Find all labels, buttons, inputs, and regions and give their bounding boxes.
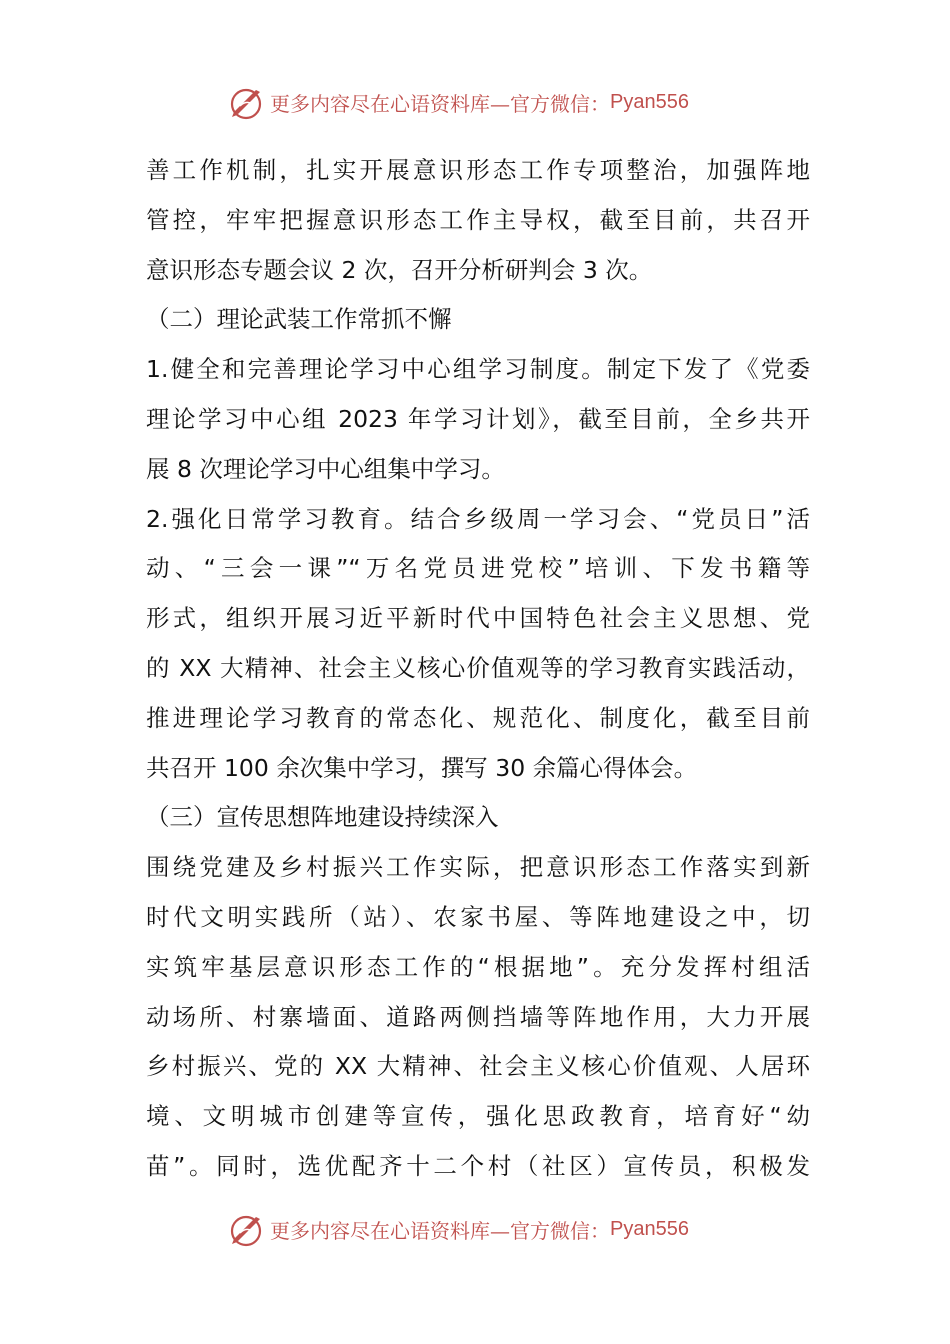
footer-banner: [226, 1207, 689, 1251]
text-line: （二）理论武装工作常抓不懈: [146, 305, 452, 334]
text-line: 境、文明城市创建等宣传，强化思政教育，培育好“幼: [146, 1102, 810, 1131]
banner-text: 更多内容尽在心语资料库—官方微信：: [270, 1218, 610, 1243]
header-banner: [226, 80, 689, 124]
text-line: （三）宣传思想阵地建设持续深入: [146, 803, 499, 832]
text-line: 围绕党建及乡村振兴工作实际，把意识形态工作落实到新: [146, 853, 810, 882]
banner-wechat-id: Pyan556: [610, 1217, 689, 1240]
text-line: 展 8 次理论学习中心组集中学习。: [146, 454, 505, 483]
pen-circle-logo-icon: [226, 82, 266, 122]
text-line: 推进理论学习教育的常态化、规范化、制度化，截至目前: [146, 703, 810, 732]
text-line: 实筑牢基层意识形态工作的“根据地”。充分发挥村组活: [146, 952, 810, 981]
text-line: 善工作机制，扎实开展意识形态工作专项整治，加强阵地: [146, 156, 810, 184]
document-body: [146, 146, 810, 1192]
text-line: 动场所、村寨墙面、道路两侧挡墙等阵地作用，大力开展: [146, 1002, 810, 1031]
banner-wechat-id: Pyan556: [610, 90, 689, 113]
text-line: 意识形态专题会议 2 次，召开分析研判会 3 次。: [146, 255, 653, 284]
text-line: 乡村振兴、党的 XX 大精神、社会主义核心价值观、人居环: [146, 1052, 810, 1081]
text-line: 共召开 100 余次集中学习，撰写 30 余篇心得体会。: [146, 753, 698, 782]
text-line: 理论学习中心组 2023 年学习计划》，截至目前，全乡共开: [146, 404, 810, 433]
text-line: 2.强化日常学习教育。结合乡级周一学习会、“党员日”活: [146, 504, 810, 533]
text-line: 1.健全和完善理论学习中心组学习制度。制定下发了《党委: [146, 355, 810, 384]
pen-circle-logo-icon: [226, 1209, 266, 1249]
text-line: 形式，组织开展习近平新时代中国特色社会主义思想、党: [146, 604, 810, 633]
text-line: 的 XX 大精神、社会主义核心价值观等的学习教育实践活动，: [146, 653, 810, 682]
text-line: 动、“三会一课”“万名党员进党校”培训、下发书籍等: [146, 554, 810, 583]
text-line: 苗”。同时，选优配齐十二个村（社区）宣传员，积极发: [146, 1151, 810, 1180]
text-line: 管控，牢牢把握意识形态工作主导权，截至目前，共召开: [146, 205, 810, 234]
text-line: 时代文明实践所（站）、农家书屋、等阵地建设之中，切: [146, 902, 810, 931]
banner-text: 更多内容尽在心语资料库—官方微信：: [270, 91, 610, 116]
